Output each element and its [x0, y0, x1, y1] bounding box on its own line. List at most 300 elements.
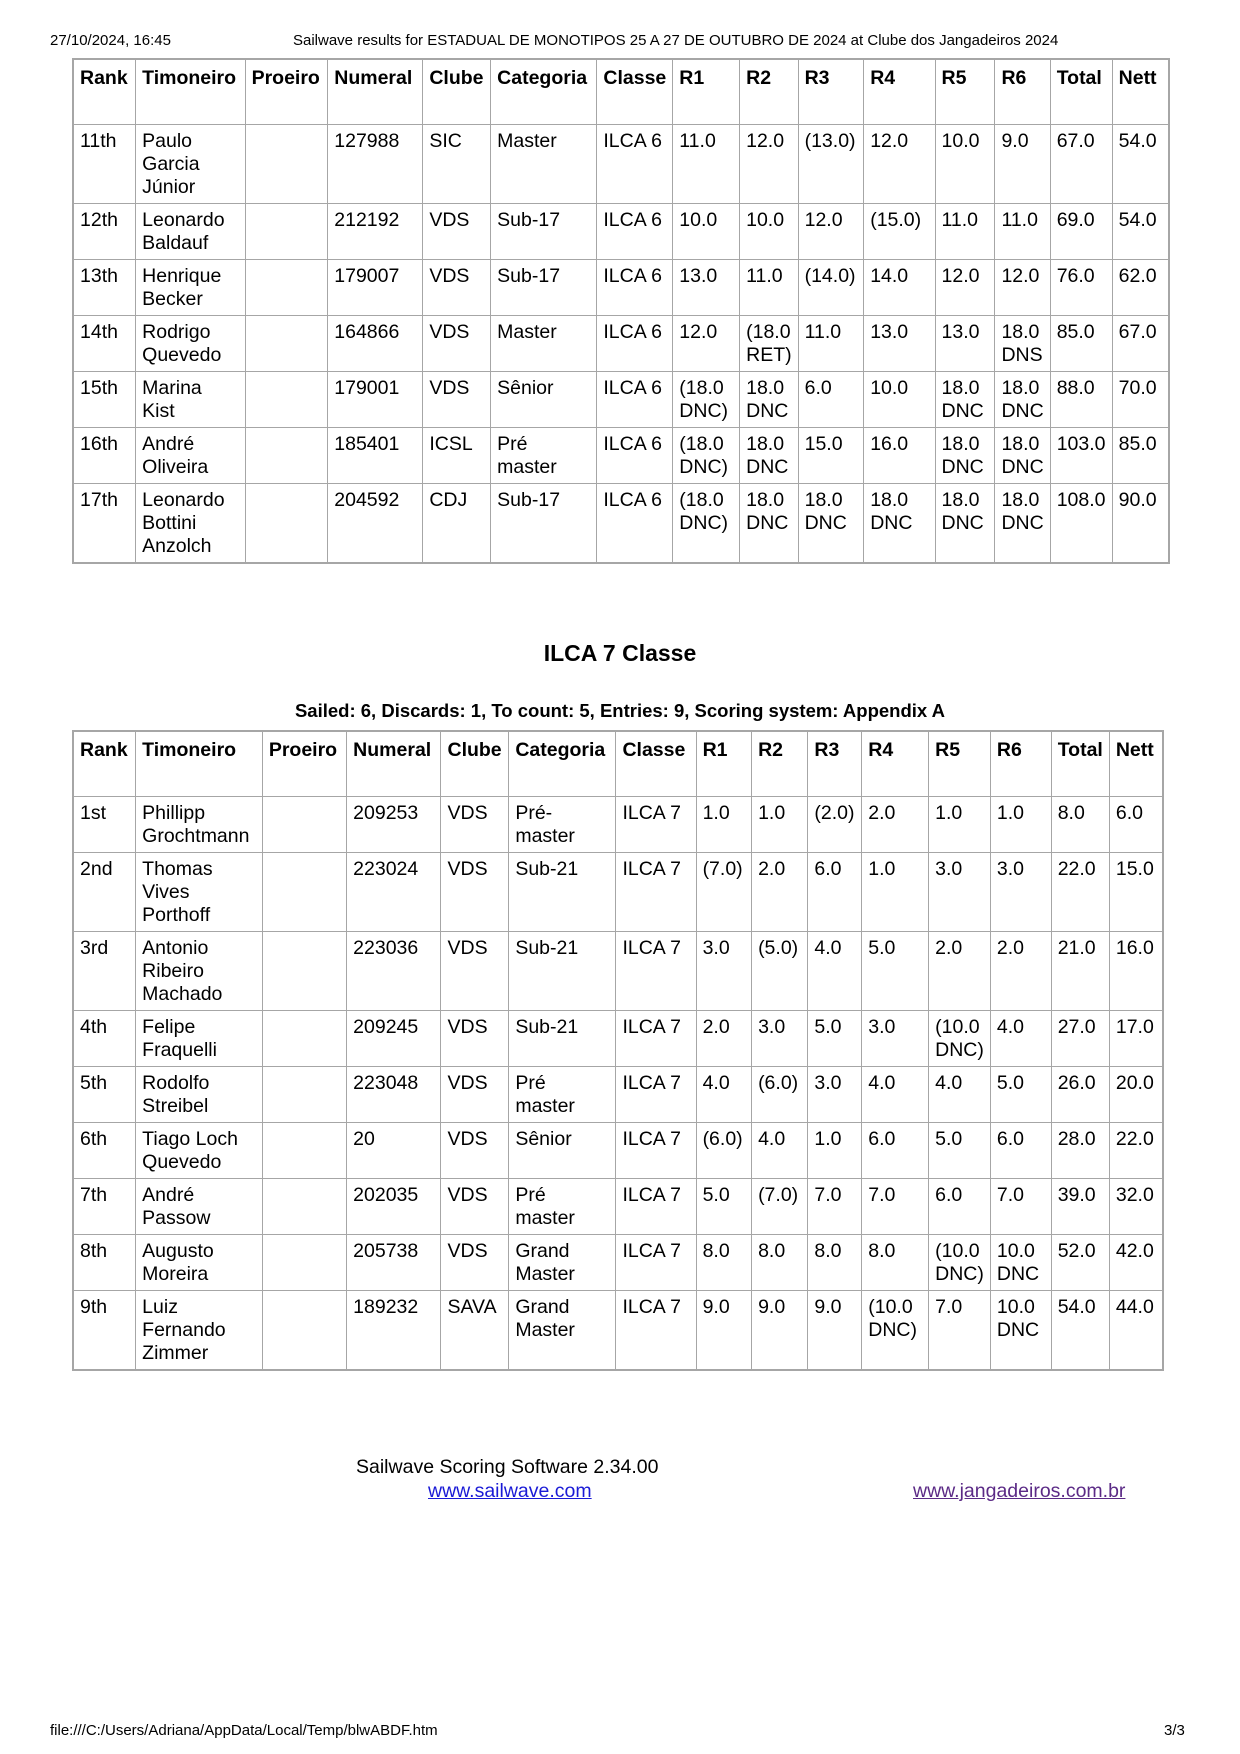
cell-r2: (18.0 RET): [740, 316, 798, 372]
cell-r3: 3.0: [808, 1067, 862, 1123]
column-header-timoneiro: Timoneiro: [136, 59, 245, 125]
cell-nett: 54.0: [1112, 125, 1169, 204]
cell-r6: 7.0: [990, 1179, 1051, 1235]
cell-classe: ILCA 6: [597, 204, 673, 260]
cell-r4: 2.0: [862, 797, 929, 853]
cell-timoneiro: Rodolfo Streibel: [136, 1067, 263, 1123]
cell-r5: 11.0: [935, 204, 995, 260]
column-header-r3: R3: [808, 731, 862, 797]
cell-r5: 13.0: [935, 316, 995, 372]
cell-r2: 18.0 DNC: [740, 428, 798, 484]
cell-rank: 3rd: [73, 932, 136, 1011]
cell-r4: (15.0): [864, 204, 935, 260]
cell-r1: 9.0: [696, 1291, 752, 1371]
cell-total: 103.0: [1050, 428, 1112, 484]
cell-timoneiro: André Oliveira: [136, 428, 245, 484]
cell-nett: 54.0: [1112, 204, 1169, 260]
cell-nett: 16.0: [1109, 932, 1163, 1011]
cell-total: 8.0: [1051, 797, 1109, 853]
cell-r3: 9.0: [808, 1291, 862, 1371]
cell-rank: 5th: [73, 1067, 136, 1123]
cell-r1: (18.0 DNC): [673, 484, 740, 564]
cell-r6: 2.0: [990, 932, 1051, 1011]
cell-total: 108.0: [1050, 484, 1112, 564]
cell-total: 28.0: [1051, 1123, 1109, 1179]
ilca6-results-table: [72, 58, 1170, 564]
cell-categoria: Pré master: [491, 428, 597, 484]
cell-r4: 8.0: [862, 1235, 929, 1291]
column-header-r2: R2: [752, 731, 808, 797]
cell-r6: 1.0: [990, 797, 1051, 853]
cell-r1: (7.0): [696, 853, 752, 932]
cell-rank: 4th: [73, 1011, 136, 1067]
cell-timoneiro: Thomas Vives Porthoff: [136, 853, 263, 932]
cell-r4: 13.0: [864, 316, 935, 372]
cell-proeiro: [262, 853, 346, 932]
cell-r5: 4.0: [929, 1067, 991, 1123]
cell-proeiro: [262, 1179, 346, 1235]
cell-timoneiro: Leonardo Bottini Anzolch: [136, 484, 245, 564]
cell-numeral: 189232: [347, 1291, 441, 1371]
cell-r5: 12.0: [935, 260, 995, 316]
cell-clube: VDS: [441, 1123, 509, 1179]
cell-rank: 12th: [73, 204, 136, 260]
table-row: [73, 125, 1169, 204]
cell-classe: ILCA 7: [616, 1235, 696, 1291]
cell-r6: 11.0: [995, 204, 1050, 260]
print-datetime: 27/10/2024, 16:45: [50, 32, 171, 49]
column-header-categoria: Categoria: [491, 59, 597, 125]
table-row: [73, 1235, 1163, 1291]
cell-r5: 18.0 DNC: [935, 428, 995, 484]
cell-proeiro: [245, 372, 328, 428]
cell-rank: 16th: [73, 428, 136, 484]
cell-numeral: 185401: [328, 428, 423, 484]
cell-r3: 7.0: [808, 1179, 862, 1235]
class-summary: Sailed: 6, Discards: 1, To count: 5, Entries: 9, Scoring system: Appendix A: [294, 700, 946, 721]
cell-clube: VDS: [423, 204, 491, 260]
cell-r4: 6.0: [862, 1123, 929, 1179]
cell-r2: (6.0): [752, 1067, 808, 1123]
cell-numeral: 202035: [347, 1179, 441, 1235]
cell-r1: 1.0: [696, 797, 752, 853]
cell-timoneiro: Marina Kist: [136, 372, 245, 428]
cell-timoneiro: Henrique Becker: [136, 260, 245, 316]
cell-r3: 11.0: [798, 316, 864, 372]
cell-nett: 90.0: [1112, 484, 1169, 564]
cell-proeiro: [245, 316, 328, 372]
cell-r2: 3.0: [752, 1011, 808, 1067]
cell-numeral: 209253: [347, 797, 441, 853]
sailwave-link[interactable]: www.sailwave.com: [428, 1480, 592, 1502]
column-header-classe: Classe: [616, 731, 696, 797]
cell-r2: 4.0: [752, 1123, 808, 1179]
cell-clube: SAVA: [441, 1291, 509, 1371]
cell-r4: 1.0: [862, 853, 929, 932]
cell-proeiro: [245, 260, 328, 316]
cell-r6: 18.0 DNS: [995, 316, 1050, 372]
class-heading: ILCA 7 Classe: [543, 640, 697, 666]
cell-r4: 5.0: [862, 932, 929, 1011]
column-header-rank: Rank: [73, 731, 136, 797]
cell-nett: 17.0: [1109, 1011, 1163, 1067]
cell-clube: VDS: [441, 1067, 509, 1123]
print-footer: [0, 1722, 1240, 1742]
column-header-r3: R3: [798, 59, 864, 125]
cell-r5: 1.0: [929, 797, 991, 853]
cell-categoria: Sub-17: [491, 260, 597, 316]
column-header-r4: R4: [862, 731, 929, 797]
cell-clube: CDJ: [423, 484, 491, 564]
cell-total: 67.0: [1050, 125, 1112, 204]
page-number: 3/3: [1164, 1722, 1185, 1739]
cell-r1: 10.0: [673, 204, 740, 260]
table-row: [73, 853, 1163, 932]
cell-proeiro: [245, 204, 328, 260]
cell-nett: 70.0: [1112, 372, 1169, 428]
table-row: [73, 372, 1169, 428]
cell-r4: 14.0: [864, 260, 935, 316]
cell-categoria: Master: [491, 316, 597, 372]
software-version: Sailwave Scoring Software 2.34.00: [356, 1456, 659, 1478]
cell-clube: VDS: [441, 853, 509, 932]
cell-classe: ILCA 7: [616, 797, 696, 853]
cell-clube: VDS: [441, 1179, 509, 1235]
cell-r3: (2.0): [808, 797, 862, 853]
cell-r3: 12.0: [798, 204, 864, 260]
cell-r2: 18.0 DNC: [740, 484, 798, 564]
print-header: [0, 30, 1240, 50]
cell-r6: 5.0: [990, 1067, 1051, 1123]
column-header-r6: R6: [995, 59, 1050, 125]
column-header-r6: R6: [990, 731, 1051, 797]
cell-r6: 4.0: [990, 1011, 1051, 1067]
cell-r4: 3.0: [862, 1011, 929, 1067]
cell-r1: (18.0 DNC): [673, 372, 740, 428]
column-header-clube: Clube: [423, 59, 491, 125]
cell-nett: 6.0: [1109, 797, 1163, 853]
cell-clube: VDS: [423, 260, 491, 316]
table-row: [73, 204, 1169, 260]
column-header-numeral: Numeral: [328, 59, 423, 125]
column-header-r1: R1: [673, 59, 740, 125]
cell-timoneiro: Leonardo Baldauf: [136, 204, 245, 260]
cell-numeral: 212192: [328, 204, 423, 260]
cell-proeiro: [262, 1291, 346, 1371]
table-row: [73, 1291, 1163, 1371]
cell-rank: 11th: [73, 125, 136, 204]
cell-r1: (6.0): [696, 1123, 752, 1179]
column-header-categoria: Categoria: [509, 731, 616, 797]
cell-total: 88.0: [1050, 372, 1112, 428]
cell-r1: 13.0: [673, 260, 740, 316]
cell-clube: VDS: [441, 1011, 509, 1067]
cell-r5: 18.0 DNC: [935, 372, 995, 428]
cell-clube: VDS: [441, 797, 509, 853]
column-header-total: Total: [1050, 59, 1112, 125]
cell-r6: 18.0 DNC: [995, 428, 1050, 484]
cell-classe: ILCA 7: [616, 1011, 696, 1067]
column-header-total: Total: [1051, 731, 1109, 797]
cell-categoria: Grand Master: [509, 1235, 616, 1291]
cell-numeral: 204592: [328, 484, 423, 564]
cell-rank: 6th: [73, 1123, 136, 1179]
cell-r2: 10.0: [740, 204, 798, 260]
cell-classe: ILCA 6: [597, 260, 673, 316]
cell-proeiro: [262, 932, 346, 1011]
cell-categoria: Sênior: [491, 372, 597, 428]
cell-total: 39.0: [1051, 1179, 1109, 1235]
cell-r5: 2.0: [929, 932, 991, 1011]
cell-r4: 12.0: [864, 125, 935, 204]
cell-total: 52.0: [1051, 1235, 1109, 1291]
cell-classe: ILCA 7: [616, 853, 696, 932]
cell-r3: 1.0: [808, 1123, 862, 1179]
cell-proeiro: [262, 797, 346, 853]
cell-classe: ILCA 7: [616, 1179, 696, 1235]
print-page-title: Sailwave results for ESTADUAL DE MONOTIPOS 25 A 27 DE OUTUBRO DE 2024 at Clube dos Jangadeiros 2024: [293, 32, 1059, 49]
table-row: [73, 484, 1169, 564]
cell-proeiro: [262, 1235, 346, 1291]
cell-r3: 18.0 DNC: [798, 484, 864, 564]
cell-total: 27.0: [1051, 1011, 1109, 1067]
cell-categoria: Sub-17: [491, 204, 597, 260]
cell-total: 54.0: [1051, 1291, 1109, 1371]
cell-categoria: Grand Master: [509, 1291, 616, 1371]
cell-r3: 15.0: [798, 428, 864, 484]
cell-categoria: Pré master: [509, 1067, 616, 1123]
cell-classe: ILCA 6: [597, 428, 673, 484]
cell-classe: ILCA 6: [597, 484, 673, 564]
cell-classe: ILCA 7: [616, 1291, 696, 1371]
cell-r3: 6.0: [808, 853, 862, 932]
cell-timoneiro: Luiz Fernando Zimmer: [136, 1291, 263, 1371]
cell-numeral: 20: [347, 1123, 441, 1179]
cell-total: 76.0: [1050, 260, 1112, 316]
cell-categoria: Master: [491, 125, 597, 204]
cell-r1: (18.0 DNC): [673, 428, 740, 484]
cell-rank: 2nd: [73, 853, 136, 932]
cell-timoneiro: Augusto Moreira: [136, 1235, 263, 1291]
table-header-row: [73, 731, 1163, 797]
column-header-r5: R5: [935, 59, 995, 125]
cell-r6: 3.0: [990, 853, 1051, 932]
cell-numeral: 223036: [347, 932, 441, 1011]
cell-clube: VDS: [423, 316, 491, 372]
cell-classe: ILCA 7: [616, 1123, 696, 1179]
cell-numeral: 164866: [328, 316, 423, 372]
cell-categoria: Sub-21: [509, 1011, 616, 1067]
cell-nett: 15.0: [1109, 853, 1163, 932]
table-row: [73, 1011, 1163, 1067]
cell-timoneiro: André Passow: [136, 1179, 263, 1235]
cell-r6: 12.0: [995, 260, 1050, 316]
cell-numeral: 179007: [328, 260, 423, 316]
cell-rank: 7th: [73, 1179, 136, 1235]
cell-r3: 5.0: [808, 1011, 862, 1067]
cell-r3: 8.0: [808, 1235, 862, 1291]
cell-nett: 85.0: [1112, 428, 1169, 484]
table-row: [73, 1179, 1163, 1235]
cell-clube: VDS: [441, 1235, 509, 1291]
cell-r4: 18.0 DNC: [864, 484, 935, 564]
cell-classe: ILCA 6: [597, 125, 673, 204]
cell-r5: 6.0: [929, 1179, 991, 1235]
table-header-row: [73, 59, 1169, 125]
cell-r6: 18.0 DNC: [995, 372, 1050, 428]
cell-r3: 6.0: [798, 372, 864, 428]
cell-r5: (10.0 DNC): [929, 1011, 991, 1067]
file-url: file:///C:/Users/Adriana/AppData/Local/Temp/blwABDF.htm: [50, 1722, 438, 1739]
cell-r1: 4.0: [696, 1067, 752, 1123]
cell-r3: (13.0): [798, 125, 864, 204]
ilca7-results-table: [72, 730, 1164, 1371]
cell-rank: 9th: [73, 1291, 136, 1371]
cell-r5: (10.0 DNC): [929, 1235, 991, 1291]
cell-r2: 1.0: [752, 797, 808, 853]
cell-r5: 7.0: [929, 1291, 991, 1371]
cell-timoneiro: Tiago Loch Quevedo: [136, 1123, 263, 1179]
cell-r1: 5.0: [696, 1179, 752, 1235]
club-website-link[interactable]: www.jangadeiros.com.br: [913, 1480, 1126, 1502]
cell-r2: 8.0: [752, 1235, 808, 1291]
cell-r3: 4.0: [808, 932, 862, 1011]
column-header-clube: Clube: [441, 731, 509, 797]
cell-categoria: Sub-21: [509, 932, 616, 1011]
cell-clube: SIC: [423, 125, 491, 204]
column-header-numeral: Numeral: [347, 731, 441, 797]
cell-nett: 44.0: [1109, 1291, 1163, 1371]
column-header-rank: Rank: [73, 59, 136, 125]
cell-r2: 2.0: [752, 853, 808, 932]
cell-clube: VDS: [441, 932, 509, 1011]
column-header-r5: R5: [929, 731, 991, 797]
cell-proeiro: [245, 428, 328, 484]
cell-r6: 10.0 DNC: [990, 1235, 1051, 1291]
cell-numeral: 223048: [347, 1067, 441, 1123]
cell-r1: 2.0: [696, 1011, 752, 1067]
cell-r1: 12.0: [673, 316, 740, 372]
cell-r6: 18.0 DNC: [995, 484, 1050, 564]
cell-rank: 15th: [73, 372, 136, 428]
cell-rank: 17th: [73, 484, 136, 564]
cell-r4: 7.0: [862, 1179, 929, 1235]
column-header-r1: R1: [696, 731, 752, 797]
cell-total: 22.0: [1051, 853, 1109, 932]
cell-clube: VDS: [423, 372, 491, 428]
cell-r2: 11.0: [740, 260, 798, 316]
column-header-nett: Nett: [1112, 59, 1169, 125]
cell-r1: 11.0: [673, 125, 740, 204]
cell-timoneiro: Paulo Garcia Júnior: [136, 125, 245, 204]
cell-proeiro: [262, 1011, 346, 1067]
cell-nett: 20.0: [1109, 1067, 1163, 1123]
table-row: [73, 932, 1163, 1011]
cell-numeral: 209245: [347, 1011, 441, 1067]
cell-classe: ILCA 6: [597, 316, 673, 372]
cell-proeiro: [262, 1067, 346, 1123]
cell-clube: ICSL: [423, 428, 491, 484]
cell-rank: 13th: [73, 260, 136, 316]
cell-rank: 14th: [73, 316, 136, 372]
cell-r6: 10.0 DNC: [990, 1291, 1051, 1371]
column-header-timoneiro: Timoneiro: [136, 731, 263, 797]
cell-timoneiro: Antonio Ribeiro Machado: [136, 932, 263, 1011]
cell-timoneiro: Felipe Fraquelli: [136, 1011, 263, 1067]
cell-classe: ILCA 6: [597, 372, 673, 428]
cell-r5: 18.0 DNC: [935, 484, 995, 564]
table-row: [73, 797, 1163, 853]
table-row: [73, 316, 1169, 372]
cell-rank: 1st: [73, 797, 136, 853]
cell-r2: 18.0 DNC: [740, 372, 798, 428]
cell-classe: ILCA 7: [616, 932, 696, 1011]
cell-r6: 6.0: [990, 1123, 1051, 1179]
cell-r3: (14.0): [798, 260, 864, 316]
cell-nett: 32.0: [1109, 1179, 1163, 1235]
cell-nett: 42.0: [1109, 1235, 1163, 1291]
cell-proeiro: [245, 125, 328, 204]
cell-numeral: 127988: [328, 125, 423, 204]
column-header-r2: R2: [740, 59, 798, 125]
cell-nett: 22.0: [1109, 1123, 1163, 1179]
table-row: [73, 428, 1169, 484]
cell-r4: (10.0 DNC): [862, 1291, 929, 1371]
cell-total: 21.0: [1051, 932, 1109, 1011]
table-row: [73, 1067, 1163, 1123]
cell-numeral: 223024: [347, 853, 441, 932]
cell-nett: 67.0: [1112, 316, 1169, 372]
cell-categoria: Pré master: [509, 1179, 616, 1235]
table-row: [73, 260, 1169, 316]
cell-r5: 5.0: [929, 1123, 991, 1179]
cell-proeiro: [245, 484, 328, 564]
cell-total: 26.0: [1051, 1067, 1109, 1123]
cell-r4: 10.0: [864, 372, 935, 428]
cell-r2: 9.0: [752, 1291, 808, 1371]
cell-classe: ILCA 7: [616, 1067, 696, 1123]
cell-categoria: Pré-master: [509, 797, 616, 853]
cell-r1: 8.0: [696, 1235, 752, 1291]
cell-r1: 3.0: [696, 932, 752, 1011]
cell-total: 85.0: [1050, 316, 1112, 372]
column-header-proeiro: Proeiro: [262, 731, 346, 797]
cell-categoria: Sub-17: [491, 484, 597, 564]
cell-total: 69.0: [1050, 204, 1112, 260]
cell-nett: 62.0: [1112, 260, 1169, 316]
cell-r4: 4.0: [862, 1067, 929, 1123]
cell-r6: 9.0: [995, 125, 1050, 204]
cell-categoria: Sub-21: [509, 853, 616, 932]
cell-numeral: 205738: [347, 1235, 441, 1291]
cell-numeral: 179001: [328, 372, 423, 428]
cell-r2: (5.0): [752, 932, 808, 1011]
cell-timoneiro: Phillipp Grochtmann: [136, 797, 263, 853]
cell-r2: (7.0): [752, 1179, 808, 1235]
cell-r4: 16.0: [864, 428, 935, 484]
cell-proeiro: [262, 1123, 346, 1179]
cell-r5: 10.0: [935, 125, 995, 204]
table-row: [73, 1123, 1163, 1179]
cell-rank: 8th: [73, 1235, 136, 1291]
cell-r5: 3.0: [929, 853, 991, 932]
column-header-r4: R4: [864, 59, 935, 125]
cell-categoria: Sênior: [509, 1123, 616, 1179]
cell-timoneiro: Rodrigo Quevedo: [136, 316, 245, 372]
cell-r2: 12.0: [740, 125, 798, 204]
column-header-proeiro: Proeiro: [245, 59, 328, 125]
column-header-classe: Classe: [597, 59, 673, 125]
